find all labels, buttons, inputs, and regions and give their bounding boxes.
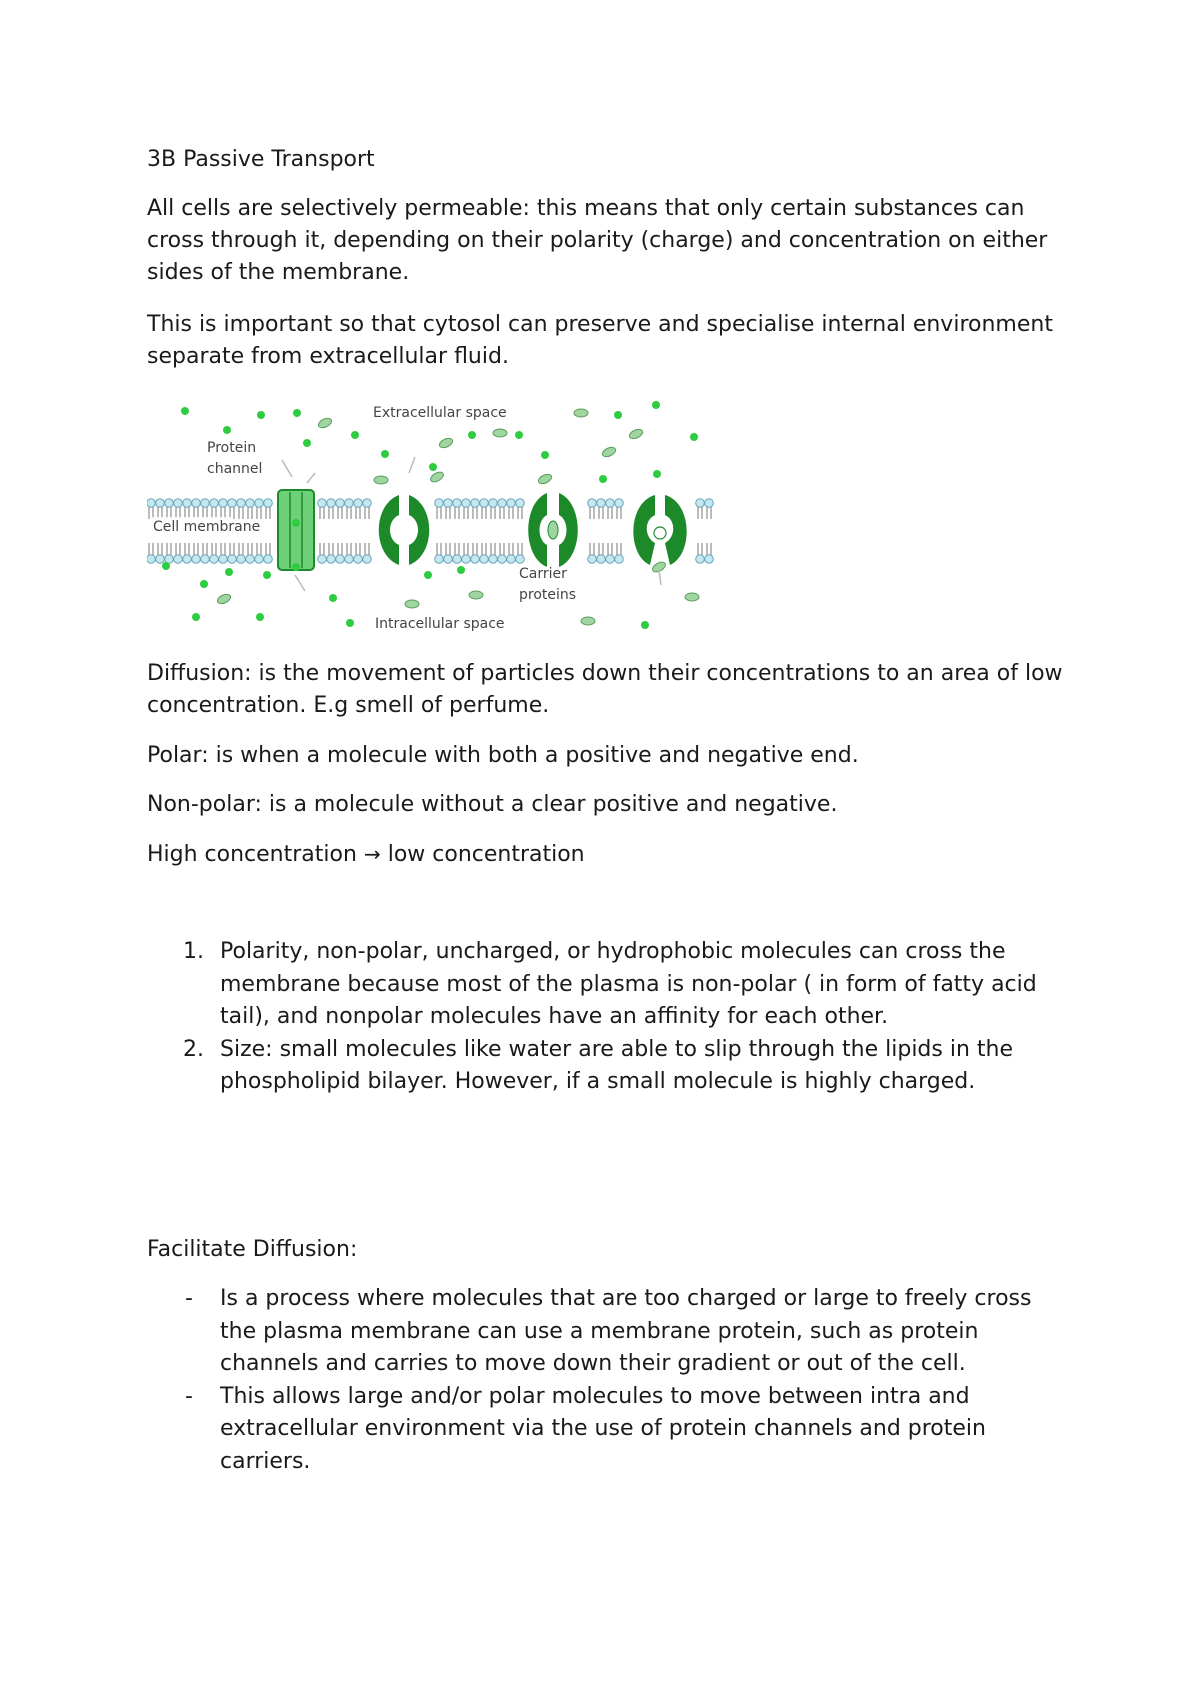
- paragraph-permeability: All cells are selectively permeable: this means that only certain substances can cross through it, depending on their polarity (charge) and concentration on either sides of the membrane.: [147, 196, 1048, 285]
- low-concentration-text: low concentration: [387, 842, 585, 867]
- paragraph-diffusion: Diffusion: is the movement of particles down their concentrations to an area of low concentration. E.g smell of perfume.: [147, 661, 1063, 718]
- paragraph-polar: Polar: is when a molecule with both a positive and negative end.: [147, 743, 859, 768]
- carrier-protein-1: [379, 495, 430, 565]
- carrier-protein-3: [633, 495, 686, 565]
- label-protein: Protein: [207, 440, 257, 456]
- list-item: [147, 1034, 1067, 1099]
- label-proteins: proteins: [519, 587, 577, 603]
- list-number: 2.: [183, 1036, 204, 1062]
- label-cell-membrane: Cell membrane: [153, 519, 261, 535]
- protein-channel: [278, 490, 314, 571]
- list-text: Is a process where molecules that are too charged or large to freely cross the plasma membrane can use a membrane protein, such as protein channels and carries to move down their gradient or out of the cell.: [220, 1286, 1032, 1377]
- membrane-transport-diagram: [147, 395, 717, 640]
- list-item: [147, 1381, 1067, 1479]
- heading-facilitated-diffusion: Facilitate Diffusion:: [147, 1237, 358, 1262]
- label-intracellular: Intracellular space: [375, 616, 505, 632]
- carrier-protein-2: [528, 493, 578, 567]
- dash-list: [147, 1283, 1067, 1479]
- paragraph-non-polar: Non-polar: is a molecule without a clear positive and negative.: [147, 792, 838, 817]
- list-text: Polarity, non-polar, uncharged, or hydrophobic molecules can cross the membrane because most of the plasma is non-polar ( in form of fatty acid tail), and nonpolar molecules have an affinity for each other.: [220, 939, 1037, 1030]
- list-item: [147, 1283, 1067, 1381]
- high-concentration-text: High concentration: [147, 842, 357, 867]
- dash-marker: -: [185, 1383, 193, 1409]
- dash-marker: -: [185, 1286, 193, 1311]
- label-extracellular: Extracellular space: [373, 405, 507, 421]
- list-item: [147, 936, 1067, 1034]
- paragraph-cytosol: This is important so that cytosol can preserve and specialise internal environment separate from extracellular fluid.: [147, 312, 1053, 369]
- arrow-icon: →: [363, 842, 381, 866]
- numbered-list: [147, 936, 1067, 1099]
- list-number: 1.: [183, 939, 204, 964]
- paragraph-concentration: [147, 838, 1067, 871]
- list-text: This allows large and/or polar molecules to move between intra and extracellular environment via the use of protein channels and protein carriers.: [220, 1383, 986, 1474]
- list-text: Size: small molecules like water are able to slip through the lipids in the phospholipid bilayer. However, if a small molecule is highly charged.: [220, 1036, 1014, 1095]
- section-title: 3B Passive Transport: [147, 147, 375, 172]
- label-carrier: Carrier: [519, 566, 567, 582]
- label-channel: channel: [207, 461, 263, 477]
